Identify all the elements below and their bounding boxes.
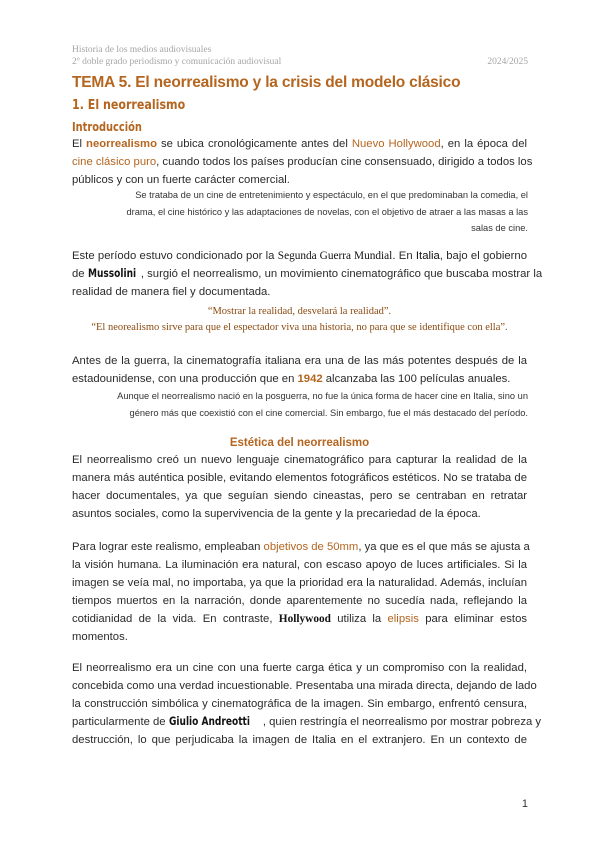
page-header: [72, 44, 528, 68]
subsection-heading: Introducción: [72, 120, 142, 134]
war-note: Aunque el neorrealismo nació en la posguerra, no fue la única forma de hacer cine en Italia, sino un género más que coexistió con el cine comercial. Sin embargo, fue el más destacado del período.: [117, 391, 528, 418]
header-year: 2024/2025: [487, 57, 528, 67]
aesthetic-paragraph-1: El neorrealismo creó un nuevo lenguaje cinematográfico para capturar la realidad de la manera más auténtica posible, evitando elementos fotográficos estéticos. No se trataba de hacer documentales, ya que seguían siendo cineastas, pero se centraban en retratar asuntos sociales, como la supervivencia de la gente y la precariedad de la época.: [72, 454, 527, 520]
aesthetic-paragraph-3: El neorrealismo era un cine con una fuerte carga ética y un compromiso con la realidad, concebida como una verdad incuestionable. Presentaba una mirada directa, dejando de lado la construcción simbólica y cinematográfica de la imagen. Sin embargo, enfrentó censura, particularmente de Giulio Andreotti , quien restringía el neorrealismo por mostrar pobreza y destrucción, lo que perjudicaba la imagen de Italia en el extranjero. En un contexto de: [72, 662, 542, 746]
term-mussolini: Mussolini: [87, 267, 136, 280]
page-number: 1: [521, 798, 528, 810]
header-degree: 2º doble grado periodismo y comunicación audiovisual: [72, 57, 282, 67]
term-objetivos-50mm: objetivos de 50mm: [263, 541, 359, 553]
term-nuevo-hollywood: Nuevo Hollywood: [351, 138, 441, 150]
intro-paragraph: El neorrealismo se ubica cronológicamente antes del Nuevo Hollywood, en la época del cine clásico puro, cuando todos los países producían cine consensuado, dirigido a todos los públicos y con un fuerte carácter comercial.: [72, 138, 533, 186]
header-course: Historia de los medios audiovisuales: [72, 45, 212, 55]
aesthetic-heading: Estética del neorrealismo: [229, 437, 370, 449]
quote-2: “El neorealismo sirve para que el espectador viva una historia, no para que se identifique con ella”.: [91, 322, 508, 333]
term-italia: Italia: [415, 250, 440, 262]
intro-note: Se trataba de un cine de entretenimiento y espectáculo, en el que predominaban la comedia, el drama, el cine histórico y las adaptaciones de novelas, con el objetivo de atraer a las masas a las salas de cine.: [126, 190, 528, 233]
term-hollywood: Hollywood: [278, 613, 331, 625]
term-segunda-guerra: Segunda Guerra Mundial: [277, 250, 393, 262]
term-1942: 1942: [297, 373, 323, 385]
quote-1: “Mostrar la realidad, desvelará la realidad”.: [207, 306, 392, 317]
period-paragraph: Este período estuvo condicionado por la Segunda Guerra Mundial. En Italia, bajo el gobierno de Mussolini , surgió el neorrealismo, un movimiento cinematográfico que buscaba mostrar la realidad de manera fiel y documentada.: [72, 250, 543, 298]
term-giulio-andreotti: Giulio Andreotti: [168, 715, 250, 728]
topic-title: TEMA 5. El neorrealismo y la crisis del modelo clásico: [72, 74, 461, 91]
term-cine-clasico: cine clásico puro: [72, 156, 157, 168]
term-neorrealismo: neorrealismo: [86, 138, 157, 150]
war-paragraph: Antes de la guerra, la cinematografía italiana era una de las más potentes después de la estadounidense, con una producción que en 1942 alcanzaba las 100 películas anuales.: [72, 355, 527, 385]
term-elipsis: elipsis: [387, 613, 419, 625]
section-heading: 1. El neorrealismo: [72, 97, 186, 113]
aesthetic-paragraph-2: Para lograr este realismo, empleaban objetivos de 50mm, ya que es el que más se ajusta a la visión humana. La iluminación era natural, con escaso apoyo de luces artificiales. Si la imagen se veía mal, no importaba, ya que la prioridad era la naturalidad. Además, incluían tiempos muertos en la narración, donde aparentemente no sucedía nada, reflejando la cotidianidad de la vida. En contraste, Hollywood utiliza la elipsis para eliminar estos momentos.: [72, 541, 530, 643]
